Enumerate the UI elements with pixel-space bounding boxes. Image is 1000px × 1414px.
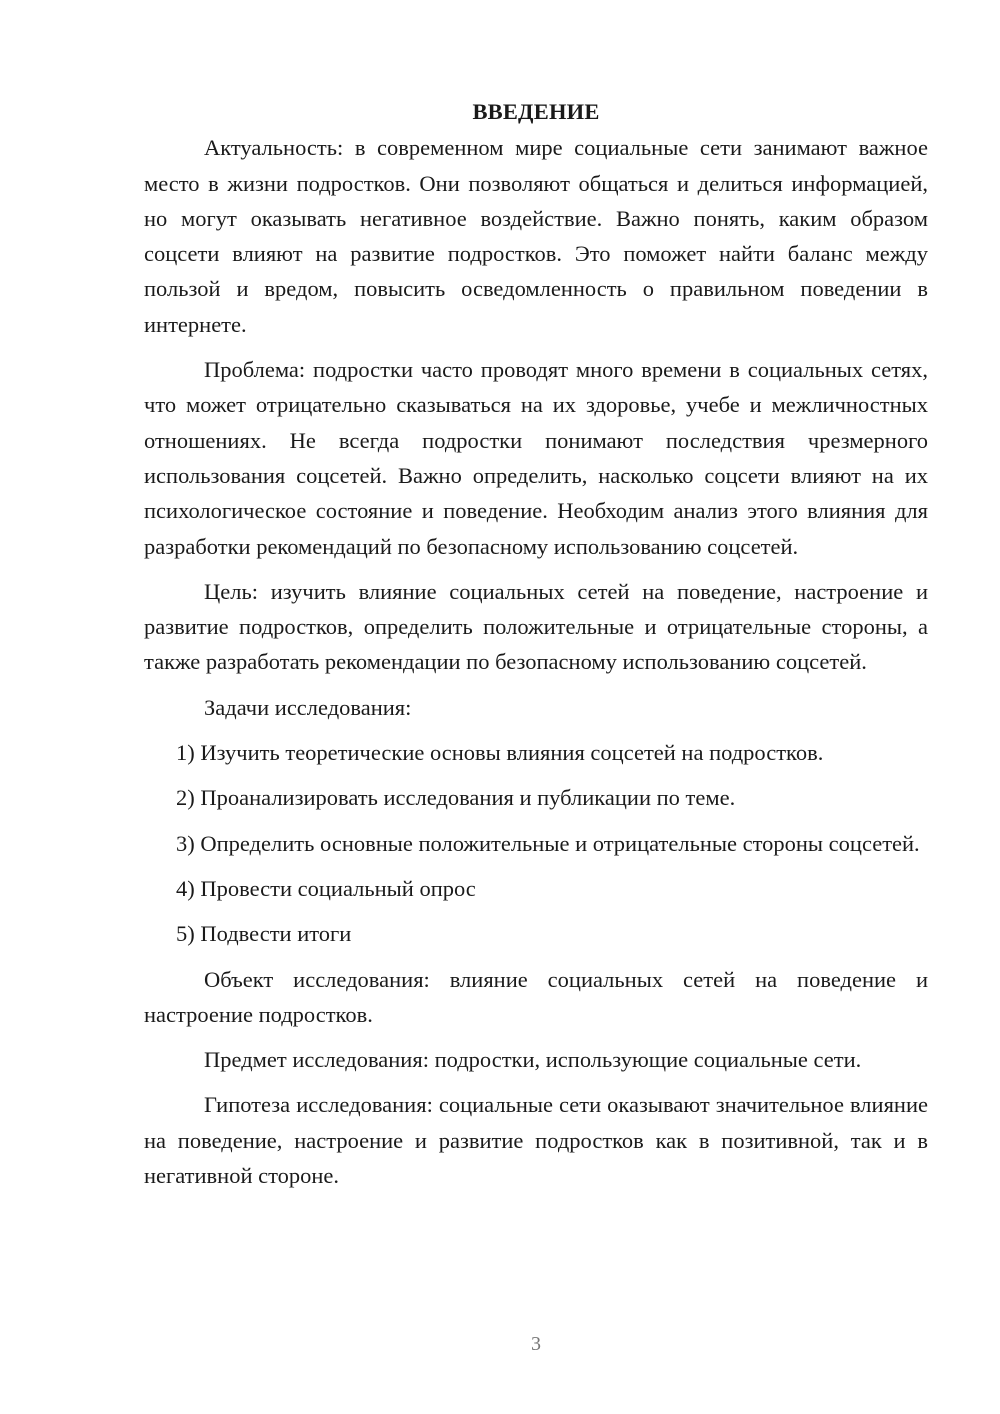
paragraph-tasks-heading: Задачи исследования: xyxy=(204,694,412,720)
task-item-4: 4) Провести социальный опрос xyxy=(176,875,476,901)
paragraph-goal: Цель: изучить влияние социальных сетей на поведение, настроение и развитие подростков, определить положительные и отрицательные стороны, а также разработать рекомендации по безопасному использованию соцсетей. xyxy=(144,578,928,675)
paragraph-subject: Предмет исследования: подростки, использующие социальные сети. xyxy=(204,1047,862,1073)
task-item-1: 1) Изучить теоретические основы влияния соцсетей на подростков. xyxy=(176,740,824,766)
paragraph-hypothesis: Гипотеза исследования: социальные сети оказывают значительное влияние на поведение, настроение и развитие подростков как в позитивной, так и в негативной стороне. xyxy=(144,1092,928,1189)
task-item-2: 2) Проанализировать исследования и публикации по теме. xyxy=(176,785,736,811)
section-title: ВВЕДЕНИЕ xyxy=(472,99,600,124)
task-item-3: 3) Определить основные положительные и отрицательные стороны соцсетей. xyxy=(176,830,920,856)
page-content xyxy=(144,94,928,1203)
task-item-5: 5) Подвести итоги xyxy=(176,921,352,947)
paragraph-relevance: Актуальность: в современном мире социальные сети занимают важное место в жизни подростков. Они позволяют общаться и делиться информацией, но могут оказывать негативное воздействие. Важно понять, каким образом соцсети влияют на развитие подростков. Это поможет найти баланс между пользой и вредом, повысить осведомленность о правильном поведении в интернете. xyxy=(144,135,928,337)
paragraph-problem: Проблема: подростки часто проводят много времени в социальных сетях, что может отрицательно сказываться на их здоровье, учебе и межличностных отношениях. Не всегда подростки понимают последствия чрезмерного использования соцсетей. Важно определить, насколько соцсети влияют на их психологическое состояние и поведение. Необходим анализ этого влияния для разработки рекомендаций по безопасному использованию соцсетей. xyxy=(144,357,928,559)
paragraph-object: Объект исследования: влияние социальных сетей на поведение и настроение подростков. xyxy=(144,966,928,1027)
page-number: 3 xyxy=(531,1333,541,1355)
